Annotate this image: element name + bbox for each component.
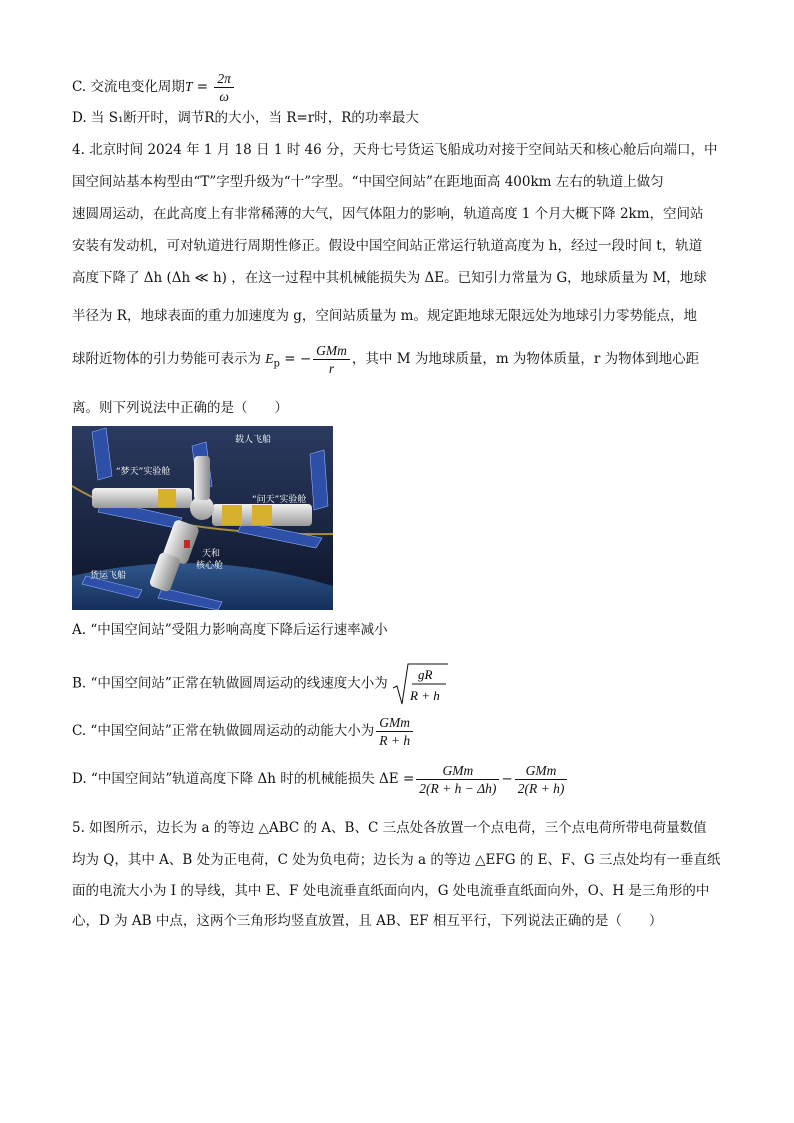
option-c [72, 714, 415, 749]
option-c-text: C. “中国空间站”正常在轨做圆周运动的动能大小为 [72, 723, 375, 739]
q4-line-2: 国空间站基本构型由“T”字型升级为“十”字型。“中国空间站”在距地面高 400km 左右的轨道上做匀 [72, 174, 664, 190]
frac-den: r [328, 361, 335, 376]
space-station-illustration [72, 426, 333, 610]
q4-line-5: 高度下降了 Δh (Δh ≪ h) ，在这一过程中其机械能损失为 ΔE。已知引力常量为 G，地球质量为 M，地球 [72, 270, 707, 286]
option-b [72, 662, 448, 706]
period-fraction [214, 70, 234, 105]
label-core-module: 核心舱 [196, 561, 224, 571]
q5-line-4: 心，D 为 AB 中点，这两个三角形均竖直放置，且 AB、EF 相互平行，下列说法正确的是（ ） [72, 913, 663, 929]
q4-line-7 [72, 342, 699, 377]
space-station-figure [72, 426, 333, 610]
ep-fraction [313, 342, 350, 377]
option-b-text: B. “中国空间站”正常在轨做圆周运动的线速度大小为 [72, 675, 388, 692]
sqrt-num: gR [418, 667, 433, 682]
option-c-fraction [376, 714, 413, 749]
q5-line-2: 均为 Q，其中 A、B 处为正电荷，C 处为负电荷；边长为 a 的等边 △EFG 的 E、F、G 三点处均有一垂直纸 [72, 852, 721, 868]
ep-symbol: E [265, 351, 274, 366]
q4-line-3: 速圆周运动，在此高度上有非常稀薄的大气，因气体阻力的影响，轨道高度 1 个月大概下降 2km，空间站 [72, 206, 704, 222]
option-d-text: D. “中国空间站”轨道高度下降 Δh 时的机械能损失 ΔE = [72, 771, 415, 787]
frac-den: 2(R + h) [517, 781, 565, 796]
q4-l7-prefix: 球附近物体的引力势能可表示为 [72, 351, 266, 367]
label-wentian: “问天”实验舱 [252, 495, 307, 505]
frac-den: ω [219, 89, 229, 104]
frac-num: GMm [313, 342, 350, 360]
q5-line-3: 面的电流大小为 I 的导线，其中 E、F 处电流垂直纸面向内，G 处电流垂直纸面向外，O、H 是三角形的中 [72, 883, 710, 899]
option-d-prev: D. 当 S₁断开时，调节R的大小，当 R=r时，R的功率最大 [72, 110, 419, 126]
sqrt-expression [392, 662, 448, 706]
sqrt-den: R + h [410, 688, 440, 703]
option-d-fraction-2 [515, 762, 568, 797]
period-symbol: T [184, 79, 193, 94]
frac-num: GMm [376, 714, 413, 732]
option-a: A. “中国空间站”受阻力影响高度下降后运行速率减小 [72, 622, 388, 638]
minus-sign: − [501, 771, 513, 787]
option-c-prev [72, 70, 236, 105]
label-tianhe: 天和 [202, 549, 221, 559]
option-d [72, 762, 569, 797]
equals: = [192, 79, 213, 95]
sqrt-radical [392, 662, 448, 706]
frac-den: R + h [379, 733, 411, 748]
frac-num: GMm [416, 762, 499, 780]
q4-line-8: 离。则下列说法中正确的是（ ） [72, 400, 288, 416]
label-mengtian: “梦天”实验舱 [116, 467, 171, 477]
ep-sub: p [273, 358, 280, 370]
q4-l7-suffix: ，其中 M 为地球质量，m 为物体质量，r 为物体到地心距 [351, 351, 700, 367]
q5-line-1: 5. 如图所示，边长为 a 的等边 △ABC 的 A、B、C 三点处各放置一个点电荷，三个点电荷所带电荷量数值 [72, 820, 707, 836]
label-cargo-ship: 货运飞船 [90, 571, 127, 581]
q4-line-6: 半径为 R，地球表面的重力加速度为 g，空间站质量为 m。规定距地球无限远处为地球引力零势能点，地 [72, 308, 697, 324]
option-c-prev-text: C. 交流电变化周期 [72, 79, 185, 95]
frac-den: 2(R + h − Δh) [419, 781, 497, 796]
option-d-fraction-1 [416, 762, 499, 797]
frac-num: 2π [214, 70, 234, 88]
q4-line-4: 安装有发动机，可对轨道进行周期性修正。假设中国空间站正常运行轨道高度为 h，经过一段时间 t，轨道 [72, 238, 703, 254]
label-manned-ship: 载人飞船 [235, 435, 272, 445]
frac-num: GMm [515, 762, 568, 780]
ep-eq: = − [279, 351, 312, 367]
q4-line-1: 4. 北京时间 2024 年 1 月 18 日 1 时 46 分，天舟七号货运飞船成功对接于空间站天和核心舱后向端口，中 [72, 142, 718, 158]
